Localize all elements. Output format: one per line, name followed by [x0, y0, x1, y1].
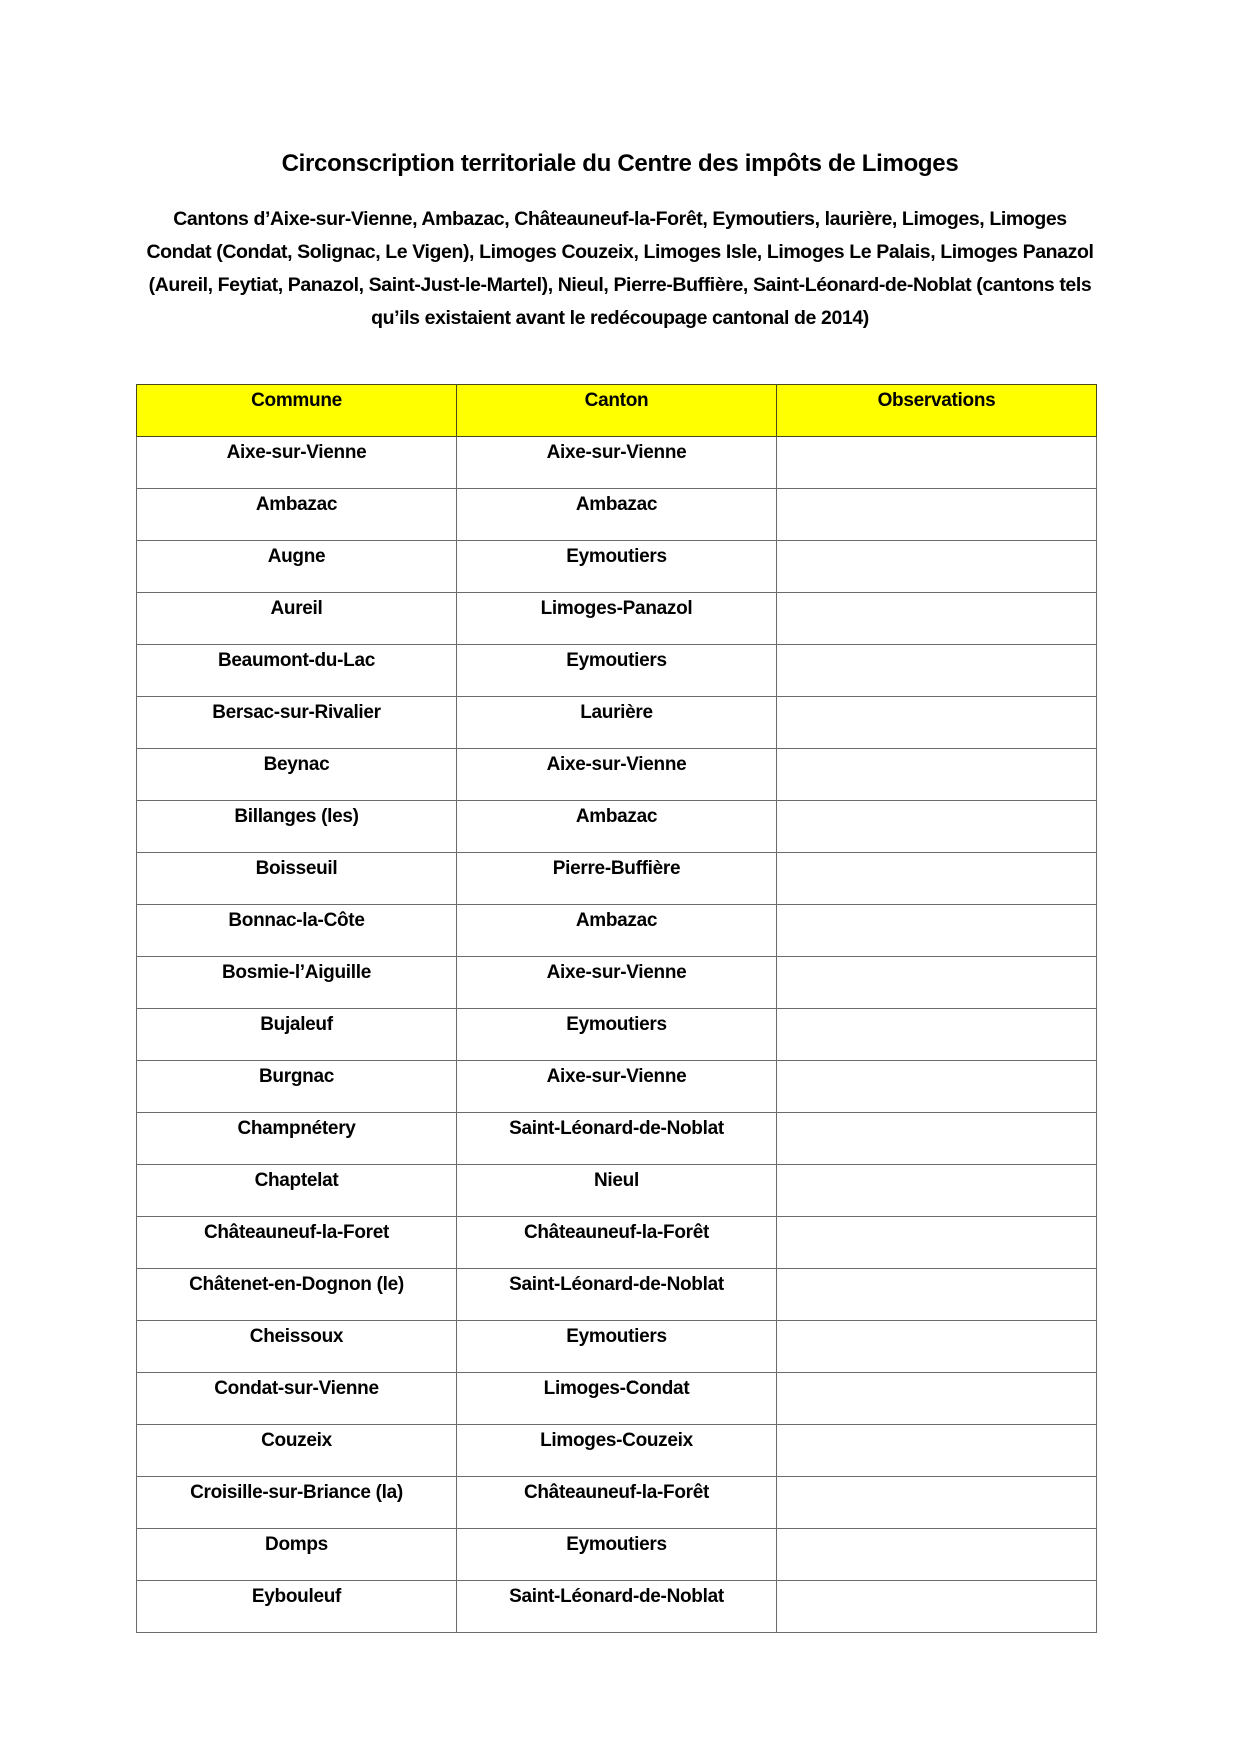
table-row	[137, 1217, 1097, 1269]
cell-observations	[777, 1321, 1097, 1373]
cell-observations	[777, 1581, 1097, 1633]
cell-commune: Ambazac	[137, 489, 457, 541]
cell-commune: Burgnac	[137, 1061, 457, 1113]
document-subtitle: Cantons d’Aixe-sur-Vienne, Ambazac, Châteauneuf-la-Forêt, Eymoutiers, laurière, Limoges, Limoges Condat (Condat, Solignac, Le Vigen), Limoges Couzeix, Limoges Isle, Limoges Le Palais, Limoges Panazol (Aureil, Feytiat, Panazol, Saint-Just-le-Martel), Nieul, Pierre-Buffière, Saint-Léonard-de-Noblat (cantons tels qu’ils existaient avant le redécoupage cantonal de 2014)	[146, 208, 1094, 329]
cell-observations	[777, 1009, 1097, 1061]
cell-observations	[777, 645, 1097, 697]
cell-commune: Cheissoux	[137, 1321, 457, 1373]
cell-observations	[777, 1061, 1097, 1113]
cell-observations	[777, 437, 1097, 489]
cell-observations	[777, 853, 1097, 905]
cell-observations	[777, 593, 1097, 645]
cell-canton: Limoges-Condat	[457, 1373, 777, 1425]
table-row	[137, 645, 1097, 697]
cell-commune: Boisseuil	[137, 853, 457, 905]
cell-canton: Eymoutiers	[457, 1009, 777, 1061]
table-row	[137, 1373, 1097, 1425]
table-row	[137, 1009, 1097, 1061]
cell-commune: Bersac-sur-Rivalier	[137, 697, 457, 749]
cell-canton: Ambazac	[457, 489, 777, 541]
cell-canton: Eymoutiers	[457, 541, 777, 593]
cell-canton: Limoges-Couzeix	[457, 1425, 777, 1477]
table-row	[137, 1061, 1097, 1113]
table-row	[137, 905, 1097, 957]
cell-commune: Bujaleuf	[137, 1009, 457, 1061]
cell-canton: Saint-Léonard-de-Noblat	[457, 1581, 777, 1633]
table-row	[137, 1477, 1097, 1529]
table-row	[137, 541, 1097, 593]
cell-observations	[777, 1113, 1097, 1165]
cell-canton: Saint-Léonard-de-Noblat	[457, 1113, 777, 1165]
cell-observations	[777, 1425, 1097, 1477]
table-row	[137, 1581, 1097, 1633]
cell-observations	[777, 957, 1097, 1009]
cell-commune: Beynac	[137, 749, 457, 801]
cell-commune: Châtenet-en-Dognon (le)	[137, 1269, 457, 1321]
cell-commune: Aureil	[137, 593, 457, 645]
table-body	[137, 437, 1097, 1633]
cell-canton: Nieul	[457, 1165, 777, 1217]
cell-canton: Laurière	[457, 697, 777, 749]
cell-canton: Ambazac	[457, 905, 777, 957]
cell-canton: Aixe-sur-Vienne	[457, 437, 777, 489]
cell-commune: Chaptelat	[137, 1165, 457, 1217]
cell-canton: Pierre-Buffière	[457, 853, 777, 905]
cell-observations	[777, 541, 1097, 593]
header-commune: Commune	[137, 385, 457, 437]
cell-observations	[777, 1165, 1097, 1217]
cell-commune: Châteauneuf-la-Foret	[137, 1217, 457, 1269]
cell-observations	[777, 1217, 1097, 1269]
cell-canton: Aixe-sur-Vienne	[457, 1061, 777, 1113]
cell-commune: Champnétery	[137, 1113, 457, 1165]
table-header-row	[137, 385, 1097, 437]
cell-commune: Bosmie-l’Aiguille	[137, 957, 457, 1009]
table-row	[137, 437, 1097, 489]
cell-canton: Eymoutiers	[457, 1529, 777, 1581]
cell-observations	[777, 749, 1097, 801]
table-row	[137, 1321, 1097, 1373]
cell-canton: Châteauneuf-la-Forêt	[457, 1477, 777, 1529]
table-row	[137, 749, 1097, 801]
table-row	[137, 1269, 1097, 1321]
table-row	[137, 957, 1097, 1009]
cell-observations	[777, 489, 1097, 541]
cell-canton: Aixe-sur-Vienne	[457, 957, 777, 1009]
cell-commune: Croisille-sur-Briance (la)	[137, 1477, 457, 1529]
header-observations: Observations	[777, 385, 1097, 437]
document-title: Circonscription territoriale du Centre des impôts de Limoges	[281, 150, 959, 177]
table-row	[137, 489, 1097, 541]
cell-commune: Augne	[137, 541, 457, 593]
table-row	[137, 593, 1097, 645]
cell-commune: Domps	[137, 1529, 457, 1581]
cell-observations	[777, 801, 1097, 853]
table-row	[137, 853, 1097, 905]
cell-canton: Aixe-sur-Vienne	[457, 749, 777, 801]
cell-commune: Eybouleuf	[137, 1581, 457, 1633]
cell-commune: Aixe-sur-Vienne	[137, 437, 457, 489]
table-row	[137, 1529, 1097, 1581]
cell-observations	[777, 1529, 1097, 1581]
cell-observations	[777, 905, 1097, 957]
cell-commune: Condat-sur-Vienne	[137, 1373, 457, 1425]
header-canton: Canton	[457, 385, 777, 437]
cell-observations	[777, 1477, 1097, 1529]
cell-commune: Billanges (les)	[137, 801, 457, 853]
cell-canton: Ambazac	[457, 801, 777, 853]
cell-commune: Beaumont-du-Lac	[137, 645, 457, 697]
cell-commune: Bonnac-la-Côte	[137, 905, 457, 957]
cell-observations	[777, 1373, 1097, 1425]
cell-canton: Eymoutiers	[457, 645, 777, 697]
table-row	[137, 697, 1097, 749]
table-row	[137, 801, 1097, 853]
cell-canton: Limoges-Panazol	[457, 593, 777, 645]
cell-observations	[777, 697, 1097, 749]
table-row	[137, 1165, 1097, 1217]
table-row	[137, 1425, 1097, 1477]
cell-observations	[777, 1269, 1097, 1321]
table-row	[137, 1113, 1097, 1165]
communes-table	[136, 384, 1097, 1633]
cell-canton: Eymoutiers	[457, 1321, 777, 1373]
cell-canton: Saint-Léonard-de-Noblat	[457, 1269, 777, 1321]
cell-commune: Couzeix	[137, 1425, 457, 1477]
cell-canton: Châteauneuf-la-Forêt	[457, 1217, 777, 1269]
